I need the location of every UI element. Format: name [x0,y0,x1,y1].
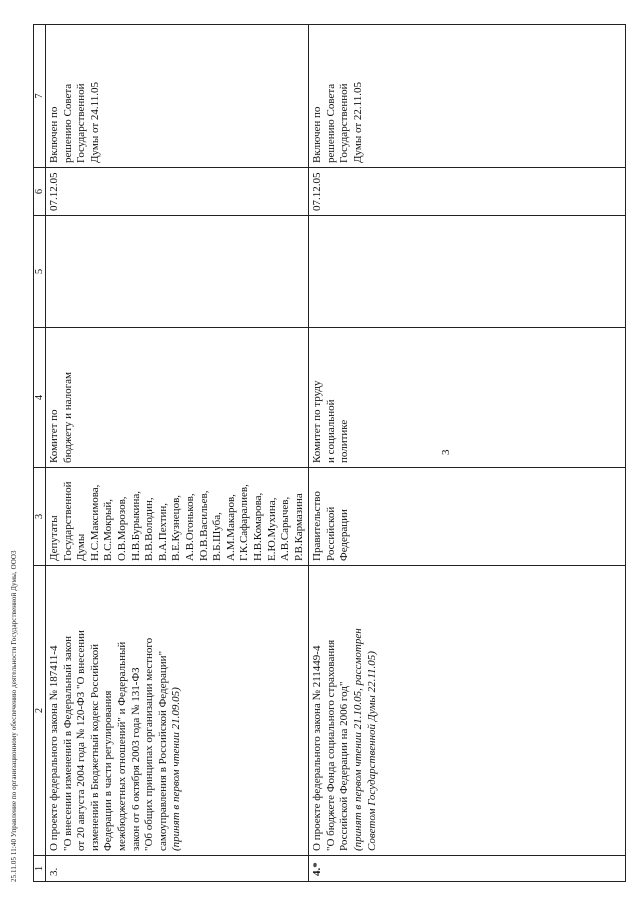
header-col-3: 3 [34,468,46,566]
author-line: Российской [324,506,337,561]
author-line: Ю.В.Васильев, [197,490,210,561]
decision-line: Включен по [311,106,324,163]
table-row [46,25,309,882]
table-row [309,25,626,882]
agenda-table [33,24,626,882]
author-line: Е.Ю.Мухина, [265,497,278,561]
date-cell: 07.12.05 [309,168,626,216]
bill-title-line: "О внесении изменений в Федеральный закон [61,636,74,851]
decision-line: Включен по [48,106,60,163]
bill-title-line: Федерации в части регулирования [102,690,115,851]
author-line: О.В.Морозов, [115,496,128,561]
author-line: Н.В.Комарова, [251,492,264,561]
bill-title-line: изменений в Бюджетный кодекс Российской [88,643,101,851]
committee-cell [309,328,626,468]
header-col-5: 5 [34,216,46,328]
bill-title-line: "О бюджете Фонда социального страхования [324,639,337,851]
author-line: В.В.Володин, [143,497,156,561]
header-row [34,25,46,882]
bill-title-line: самоуправления в Российской Федерации" [156,650,169,851]
author-line: Государственной [61,481,74,561]
decision-line: Думы от 22.11.05 [352,82,365,163]
bill-title-cell [46,566,309,856]
bill-status: Советом Государственной Думы 22.11.05) [365,651,378,851]
authors-cell [309,468,626,566]
bill-title-line: О проекте федерального закона № 187411-4 [48,645,60,851]
decision-line: Государственной [338,83,351,163]
bill-title-line: межбюджетных отношений" и Федеральный [115,641,128,851]
decision-line: решению Совета [324,83,337,163]
col5-cell [46,216,309,328]
decision-line: решению Совета [61,83,74,163]
author-line: В.Е.Кузнецов, [170,494,183,561]
committee-line: и социальной [324,399,337,463]
decision-line: Государственной [75,83,88,163]
print-footer: 25.11.05 11:40 Управление по организационному обеспечению деятельности Государственной Думы, ООО3 [10,550,18,882]
author-line: Г.К.Сафаралиев, [238,484,251,561]
bill-title-line: закон от 6 октября 2003 года № 131-ФЗ [129,667,142,851]
author-line: А.В.Огоньков, [183,493,196,561]
committee-cell [46,328,309,468]
committee-line: Комитет по труду [311,380,324,463]
decision-cell [46,25,309,168]
author-line: В.А.Пехтин, [156,502,169,561]
bill-title-line: О проекте федерального закона № 211449-4 [311,645,324,851]
col5-cell [309,216,626,328]
bill-title-line: "Об общих принципах организации местного [143,637,156,851]
row-number: 3. [46,856,309,882]
bill-title-line: от 20 августа 2004 года № 120-ФЗ "О внесении [75,630,88,851]
authors-cell [46,468,309,566]
author-line: Н.С.Максимова, [88,484,101,561]
row-number: 4.* [309,856,626,882]
decision-cell [309,25,626,168]
author-line: Правительство [311,491,324,561]
header-col-1: 1 [34,856,46,882]
committee-line: Комитет по [48,409,60,463]
decision-line: Думы от 24.11.05 [88,82,101,163]
author-line: Депутаты [48,515,60,561]
authors-list [311,472,352,561]
committee-line: политике [338,419,351,463]
author-line: В.С.Мокрый, [102,498,115,561]
bill-title-line: Российской Федерации на 2006 год" [338,681,351,851]
author-line: Н.В.Бурыкина, [129,491,142,561]
authors-list [48,472,306,561]
date-cell: 07.12.05 [46,168,309,216]
header-col-7: 7 [34,25,46,168]
bill-title-cell [309,566,626,856]
header-col-4: 4 [34,328,46,468]
author-line: А.В.Сарычев, [279,496,292,561]
bill-status: (принят в первом чтении 21.10.05, рассмотрен [352,628,365,851]
author-line: В.Б.Шуба, [211,512,224,561]
header-col-2: 2 [34,566,46,856]
committee-line: бюджету и налогам [61,372,74,463]
author-line: Р.В.Кармазина [292,493,305,561]
author-line: Федерации [338,509,351,561]
bill-status: (принят в первом чтении 21.09.05) [170,687,183,851]
author-line: А.М.Макаров, [224,494,237,561]
page-number: 3 [440,449,452,455]
header-col-6: 6 [34,168,46,216]
author-line: Думы [75,533,88,561]
